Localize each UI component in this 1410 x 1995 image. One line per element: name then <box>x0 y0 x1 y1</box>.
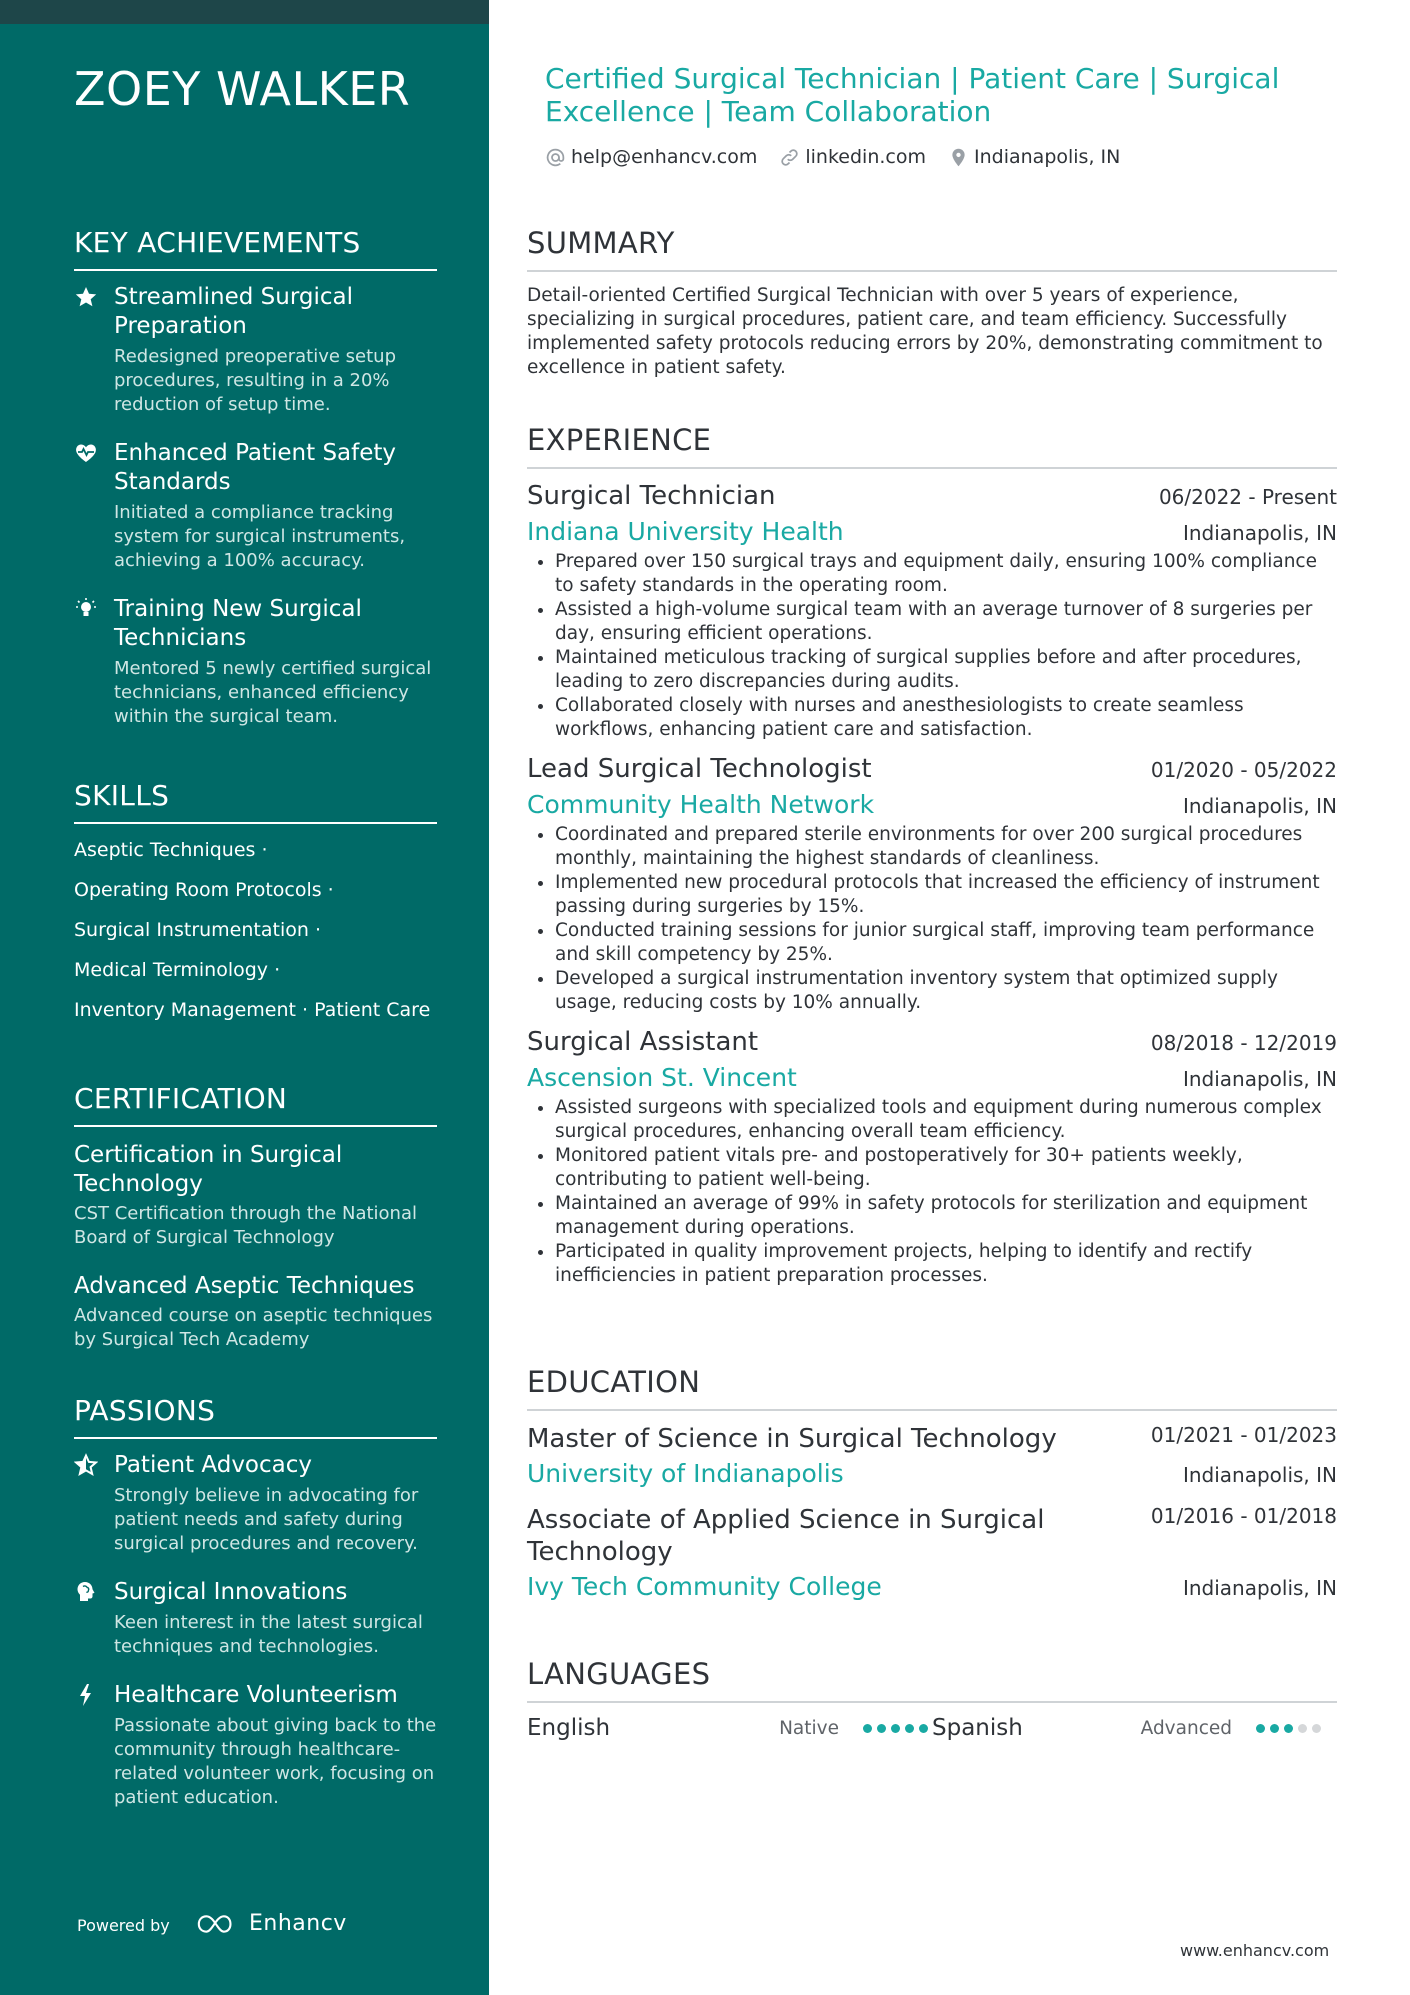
certification-desc: CST Certification through the National Board of Surgical Technology <box>74 1203 417 1248</box>
job-bullets <box>527 1096 1337 1288</box>
job-company: Indiana University Health <box>527 517 844 546</box>
achievements-heading: KEY ACHIEVEMENTS <box>74 226 437 271</box>
rating-dot <box>1298 1724 1307 1733</box>
lightbulb-icon <box>74 597 100 623</box>
job-location: Indianapolis, IN <box>1182 521 1337 545</box>
experience-heading: EXPERIENCE <box>527 423 1337 469</box>
school-name: Ivy Tech Community College <box>527 1572 882 1601</box>
contact-linkedin[interactable] <box>779 146 926 168</box>
skill-line: Aseptic Techniques · <box>74 839 268 861</box>
job-bullet: • Monitored patient vitals pre- and postoperatively for 30+ patients weekly, contributing to patient well-being. <box>555 1144 1337 1192</box>
passion-item <box>74 1681 437 1810</box>
sidebar-top-bar <box>0 0 489 24</box>
job-bullet: • Participated in quality improvement projects, helping to identify and rectify inefficiencies in patient preparation processes. <box>555 1240 1337 1288</box>
passion-item <box>74 1451 437 1556</box>
passion-title: Surgical Innovations <box>114 1579 348 1605</box>
job-bullets <box>527 550 1337 742</box>
job-title: Surgical Technician <box>527 481 776 511</box>
rating-dot <box>1270 1724 1279 1733</box>
heart-pulse-icon <box>74 441 100 467</box>
language-rating <box>863 1724 928 1733</box>
candidate-name: ZOEY WALKER <box>74 62 411 116</box>
summary-text: Detail-oriented Certified Surgical Technician with over 5 years of experience, specializing in surgical procedures, patient care, and team efficiency. Successfully implemented safety protocols reducing errors by 20%, demonstrating commitment to excellence in patient safety. <box>527 285 1323 378</box>
language-level: Native <box>779 1717 839 1739</box>
education-location: Indianapolis, IN <box>1182 1463 1337 1487</box>
skills-section <box>74 779 437 1038</box>
language-level: Advanced <box>1140 1717 1232 1739</box>
achievement-title: Streamlined Surgical Preparation <box>114 284 353 339</box>
achievement-item <box>74 439 437 573</box>
job-title: Surgical Assistant <box>527 1027 759 1057</box>
rating-dot <box>1284 1724 1293 1733</box>
rating-dot <box>891 1724 900 1733</box>
rating-dot <box>877 1724 886 1733</box>
skill-line: Operating Room Protocols · <box>74 879 334 901</box>
certification-section <box>74 1082 437 1374</box>
certification-title: Advanced Aseptic Techniques <box>74 1273 415 1299</box>
passion-desc: Passionate about giving back to the community through healthcare-related volunteer work, focusing on patient education. <box>114 1715 437 1808</box>
skill-line: Surgical Instrumentation · <box>74 919 321 941</box>
certification-desc: Advanced course on aseptic techniques by Surgical Tech Academy <box>74 1305 433 1350</box>
contact-row <box>545 146 1120 168</box>
job-bullet: • Collaborated closely with nurses and anesthesiologists to create seamless workflows, enhancing patient care and satisfaction. <box>555 694 1337 742</box>
passion-title: Patient Advocacy <box>114 1452 313 1478</box>
language-item <box>932 1715 1337 1741</box>
achievement-desc: Redesigned preoperative setup procedures, resulting in a 20% reduction of setup time. <box>114 346 397 415</box>
achievement-title: Training New Surgical Technicians <box>114 596 362 651</box>
passion-desc: Keen interest in the latest surgical techniques and technologies. <box>114 1612 423 1657</box>
job-dates: 01/2020 - 05/2022 <box>1150 758 1337 782</box>
job-bullets <box>527 823 1337 1015</box>
star-icon <box>74 285 100 311</box>
job-bullet: • Maintained an average of 99% in safety protocols for sterilization and equipment management during operations. <box>555 1192 1337 1240</box>
location-pin-icon <box>948 147 969 168</box>
summary-heading: SUMMARY <box>527 226 1337 272</box>
achievement-desc: Initiated a compliance tracking system for surgical instruments, achieving a 100% accuracy. <box>114 502 406 571</box>
job-bullet: • Prepared over 150 surgical trays and equipment daily, ensuring 100% compliance to safety standards in the operating room. <box>555 550 1337 598</box>
education-entry <box>527 1504 1337 1601</box>
at-icon <box>545 147 566 168</box>
education-heading: EDUCATION <box>527 1365 1337 1411</box>
achievement-item <box>74 283 437 417</box>
headline: Certified Surgical Technician | Patient Care | Surgical Excellence | Team Collaboration <box>545 62 1280 128</box>
job-bullet: • Assisted surgeons with specialized tools and equipment during numerous complex surgical procedures, enhancing overall team efficiency. <box>555 1096 1337 1144</box>
passion-item <box>74 1578 437 1659</box>
education-dates: 01/2021 - 01/2023 <box>1150 1423 1337 1447</box>
contact-location <box>948 146 1120 168</box>
achievement-item <box>74 595 437 729</box>
brand-name: Enhancv <box>249 1911 347 1936</box>
job-dates: 08/2018 - 12/2019 <box>1150 1031 1337 1055</box>
job-bullet: • Conducted training sessions for junior surgical staff, improving team performance and skill competency by 25%. <box>555 919 1337 967</box>
job-location: Indianapolis, IN <box>1182 794 1337 818</box>
brand-logo[interactable] <box>195 1911 347 1936</box>
rating-dot <box>919 1724 928 1733</box>
job-dates: 06/2022 - Present <box>1158 485 1337 509</box>
enhancv-logo-icon <box>195 1912 241 1936</box>
experience-section <box>527 423 1337 1288</box>
rating-dot <box>905 1724 914 1733</box>
contact-linkedin-text: linkedin.com <box>805 146 926 168</box>
achievements-section <box>74 226 437 751</box>
job-bullet: • Implemented new procedural protocols that increased the efficiency of instrument passing during surgeries by 15%. <box>555 871 1337 919</box>
rating-dot <box>1256 1724 1265 1733</box>
job-entry <box>527 1027 1337 1288</box>
skills-heading: SKILLS <box>74 779 437 824</box>
job-bullet: • Maintained meticulous tracking of surgical supplies before and after procedures, leading to zero discrepancies during audits. <box>555 646 1337 694</box>
job-entry <box>527 481 1337 742</box>
skill-line: Inventory Management · Patient Care <box>74 999 431 1021</box>
language-name: English <box>527 1715 611 1741</box>
contact-email[interactable] <box>545 146 757 168</box>
brain-head-icon <box>74 1580 100 1606</box>
sidebar <box>0 0 489 1995</box>
powered-by-label: Powered by <box>77 1916 170 1935</box>
footer-url[interactable]: www.enhancv.com <box>1180 1941 1330 1960</box>
education-dates: 01/2016 - 01/2018 <box>1150 1504 1337 1528</box>
education-section <box>527 1365 1337 1601</box>
education-location: Indianapolis, IN <box>1182 1576 1337 1600</box>
degree-title: Master of Science in Surgical Technology <box>527 1424 1057 1454</box>
star-outline-icon <box>74 1453 100 1479</box>
certification-title: Certification in Surgical Technology <box>74 1142 343 1197</box>
certification-item <box>74 1272 437 1352</box>
achievement-desc: Mentored 5 newly certified surgical technicians, enhanced efficiency within the surgical team. <box>114 658 432 727</box>
language-name: Spanish <box>932 1715 1023 1741</box>
passion-title: Healthcare Volunteerism <box>114 1682 398 1708</box>
achievement-title: Enhanced Patient Safety Standards <box>114 440 397 495</box>
education-entry <box>527 1423 1337 1488</box>
job-company: Community Health Network <box>527 790 875 819</box>
job-entry <box>527 754 1337 1015</box>
passions-heading: PASSIONS <box>74 1394 437 1439</box>
language-list <box>527 1715 1337 1741</box>
summary-section <box>527 226 1337 380</box>
job-bullet: • Assisted a high-volume surgical team with an average turnover of 8 surgeries per day, ensuring efficient operations. <box>555 598 1337 646</box>
rating-dot <box>863 1724 872 1733</box>
job-location: Indianapolis, IN <box>1182 1067 1337 1091</box>
job-bullet: • Coordinated and prepared sterile environments for over 200 surgical procedures monthly, maintaining the highest standards of cleanliness. <box>555 823 1337 871</box>
passions-section <box>74 1394 437 1832</box>
language-item <box>527 1715 932 1741</box>
passion-desc: Strongly believe in advocating for patient needs and safety during surgical procedures and recovery. <box>114 1485 419 1554</box>
school-name: University of Indianapolis <box>527 1459 844 1488</box>
job-bullet: • Developed a surgical instrumentation inventory system that optimized supply usage, reducing costs by 10% annually. <box>555 967 1337 1015</box>
link-icon <box>779 147 800 168</box>
rating-dot <box>1312 1724 1321 1733</box>
lightning-icon <box>74 1683 100 1709</box>
job-title: Lead Surgical Technologist <box>527 754 872 784</box>
languages-heading: LANGUAGES <box>527 1657 1337 1703</box>
certification-item <box>74 1141 437 1250</box>
language-rating <box>1256 1724 1321 1733</box>
contact-email-text: help@enhancv.com <box>571 146 758 168</box>
contact-location-text: Indianapolis, IN <box>974 146 1121 168</box>
skill-line: Medical Terminology · <box>74 959 281 981</box>
job-company: Ascension St. Vincent <box>527 1063 797 1092</box>
languages-section <box>527 1657 1337 1741</box>
certification-heading: CERTIFICATION <box>74 1082 437 1127</box>
degree-title: Associate of Applied Science in Surgical Technology <box>527 1505 1045 1567</box>
